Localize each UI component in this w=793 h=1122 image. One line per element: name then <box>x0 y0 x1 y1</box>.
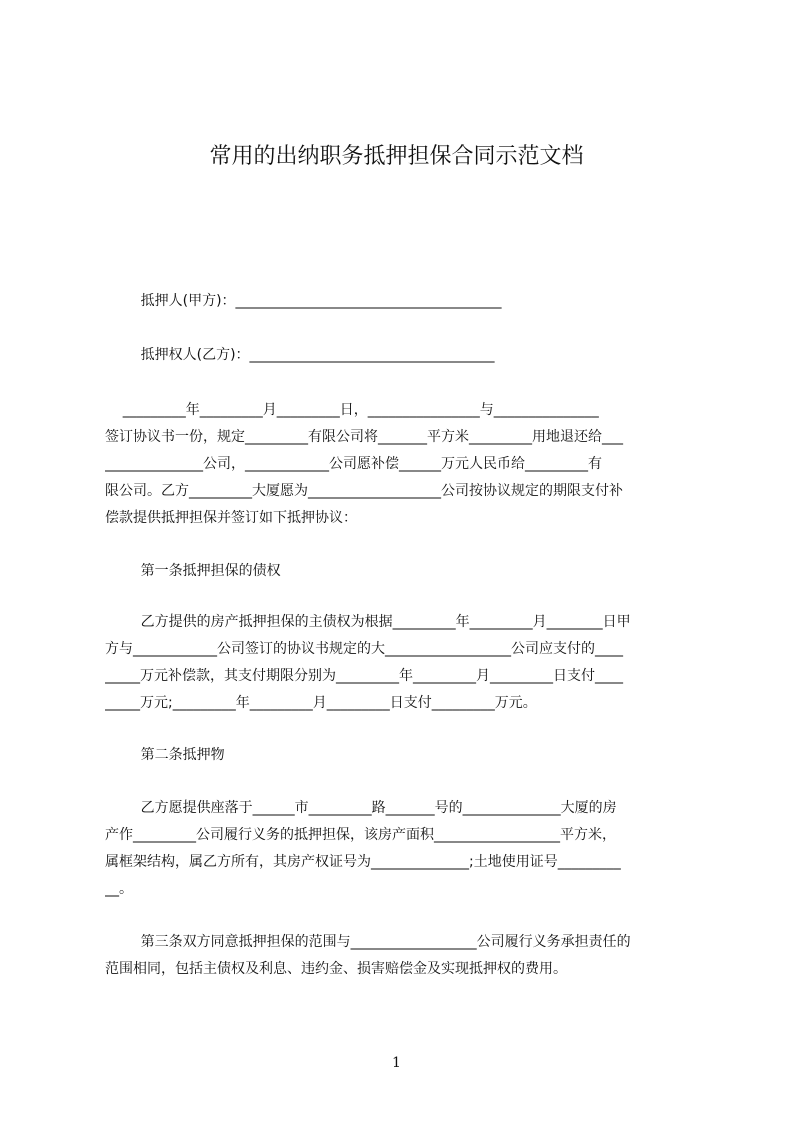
article-2-line: 乙方愿提供座落于______市_________路_______号的______________大厦的房 <box>105 800 617 816</box>
article-1-line: _____万元补偿款，其支付期限分别为_________年_________月_________日支付____ <box>105 668 623 684</box>
document-title: 常用的出纳职务抵押担保合同示范文档 <box>209 144 584 169</box>
article-1-line: 乙方提供的房产抵押担保的主债权为根据_________年_________月________日甲 <box>105 614 631 630</box>
pledgee-line: 抵押权人(乙方)：___________________________________ <box>105 347 495 363</box>
article-2-line: __。 <box>105 881 133 897</box>
page-number: 1 <box>392 1055 401 1071</box>
preamble-line: ______________公司，____________公司愿补偿______万元人民币给_________有 <box>105 456 602 472</box>
article-1-line: 方与____________公司签订的协议书规定的大__________________公司应支付的____ <box>105 641 623 657</box>
article-2-heading: 第二条抵押物 <box>105 747 225 763</box>
article-3-line: 第三条双方同意抵押担保的范围与__________________公司履行义务承担责任的 <box>105 934 631 950</box>
preamble-line: 偿款提供抵押担保并签订如下抵押协议： <box>105 510 357 526</box>
preamble-line: 限公司。乙方_________大厦愿为___________________公司按协议规定的期限支付补 <box>105 483 623 499</box>
article-3-line: 范围相同，包括主债权及利息、违约金、损害赔偿金及实现抵押权的费用。 <box>105 961 567 977</box>
article-2-line: 产作_________公司履行义务的抵押担保，该房产面积__________________平方米， <box>105 827 616 843</box>
preamble-line: _________年_________月_________日，________________与_______________ <box>105 402 599 418</box>
article-2-line: 属框架结构，属乙方所有，其房产权证号为______________;土地使用证号_________ <box>105 854 621 870</box>
article-1-heading: 第一条抵押担保的债权 <box>105 563 281 579</box>
pledgor-line: 抵押人(甲方)：______________________________________ <box>105 293 502 309</box>
article-1-line: _____万元;_________年_________月_________日支付_________万元。 <box>105 695 537 711</box>
preamble-line: 签订协议书一份，规定_________有限公司将_______平方米_________用地退还给___ <box>105 429 623 445</box>
